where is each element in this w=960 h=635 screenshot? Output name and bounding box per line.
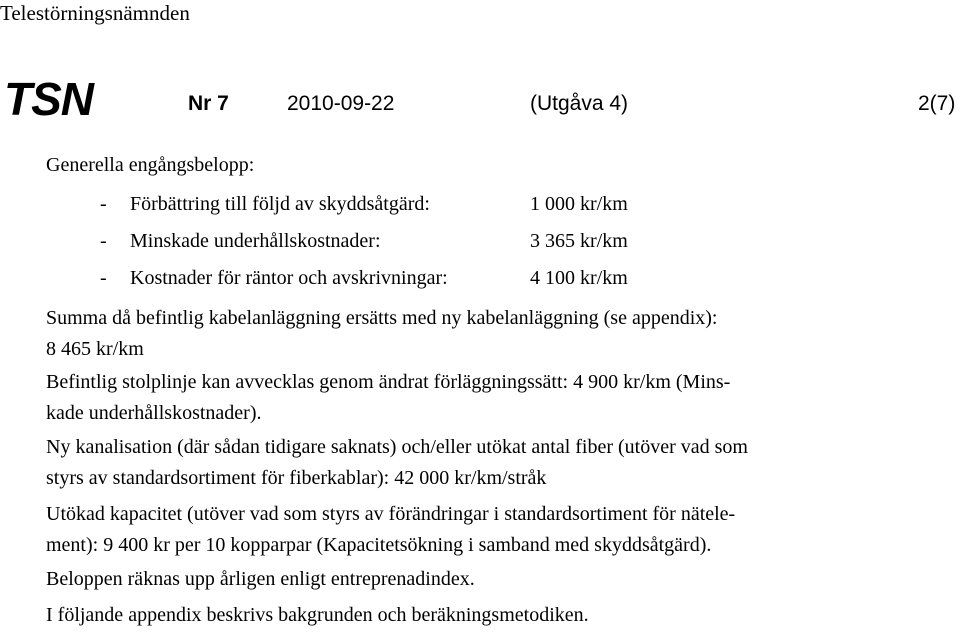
list-item-label: Kostnader för räntor och avskrivningar:	[130, 267, 448, 289]
paragraph-line: styrs av standardsortiment för fiberkablar): 42 000 kr/km/stråk	[46, 467, 547, 489]
list-item-dash: -	[100, 267, 107, 289]
list-item-value: 3 365 kr/km	[530, 230, 628, 252]
paragraph-line: Ny kanalisation (där sådan tidigare saknats) och/eller utökat antal fiber (utöver vad som	[46, 436, 748, 458]
document-date: 2010-09-22	[287, 92, 395, 115]
paragraph-line: Utökad kapacitet (utöver vad som styrs av förändringar i standardsortiment för nätele-	[46, 503, 736, 525]
paragraph-line: Befintlig stolplinje kan avvecklas genom ändrat förläggningssätt: 4 900 kr/km (Mins-	[46, 371, 731, 393]
section-title: Generella engångsbelopp:	[46, 154, 255, 176]
paragraph-line: Summa då befintlig kabelanläggning ersätts med ny kabelanläggning (se appendix):	[46, 307, 718, 329]
paragraph-line: ment): 9 400 kr per 10 kopparpar (Kapacitetsökning i samband med skyddsåtgärd).	[46, 534, 712, 556]
paragraph-line: I följande appendix beskrivs bakgrunden och beräkningsmetodiken.	[46, 604, 589, 626]
paragraph-line: Beloppen räknas upp årligen enligt entreprenadindex.	[46, 568, 475, 590]
paragraph-appendix	[46, 600, 931, 631]
paragraph-index	[46, 564, 931, 595]
list-item-label: Minskade underhållskostnader:	[130, 230, 381, 252]
page-number: 2(7)	[918, 92, 956, 115]
list-item-label: Förbättring till följd av skyddsåtgärd:	[130, 193, 430, 215]
paragraph-total	[46, 303, 931, 365]
paragraph-line: 8 465 kr/km	[46, 338, 144, 360]
list-item-dash: -	[100, 230, 107, 252]
document-number: Nr 7	[188, 92, 229, 115]
list-item-dash: -	[100, 193, 107, 215]
organization-name: Telestörningsnämnden	[0, 1, 190, 25]
tsn-logo: TSN	[4, 73, 93, 125]
document-edition: (Utgåva 4)	[530, 92, 629, 115]
list-item-value: 1 000 kr/km	[530, 193, 628, 215]
paragraph-capacity	[46, 499, 931, 561]
paragraph-canalisation	[46, 432, 931, 494]
paragraph-line: kade underhållskostnader).	[46, 402, 262, 424]
paragraph-pole-line	[46, 367, 931, 429]
list-item-value: 4 100 kr/km	[530, 267, 628, 289]
